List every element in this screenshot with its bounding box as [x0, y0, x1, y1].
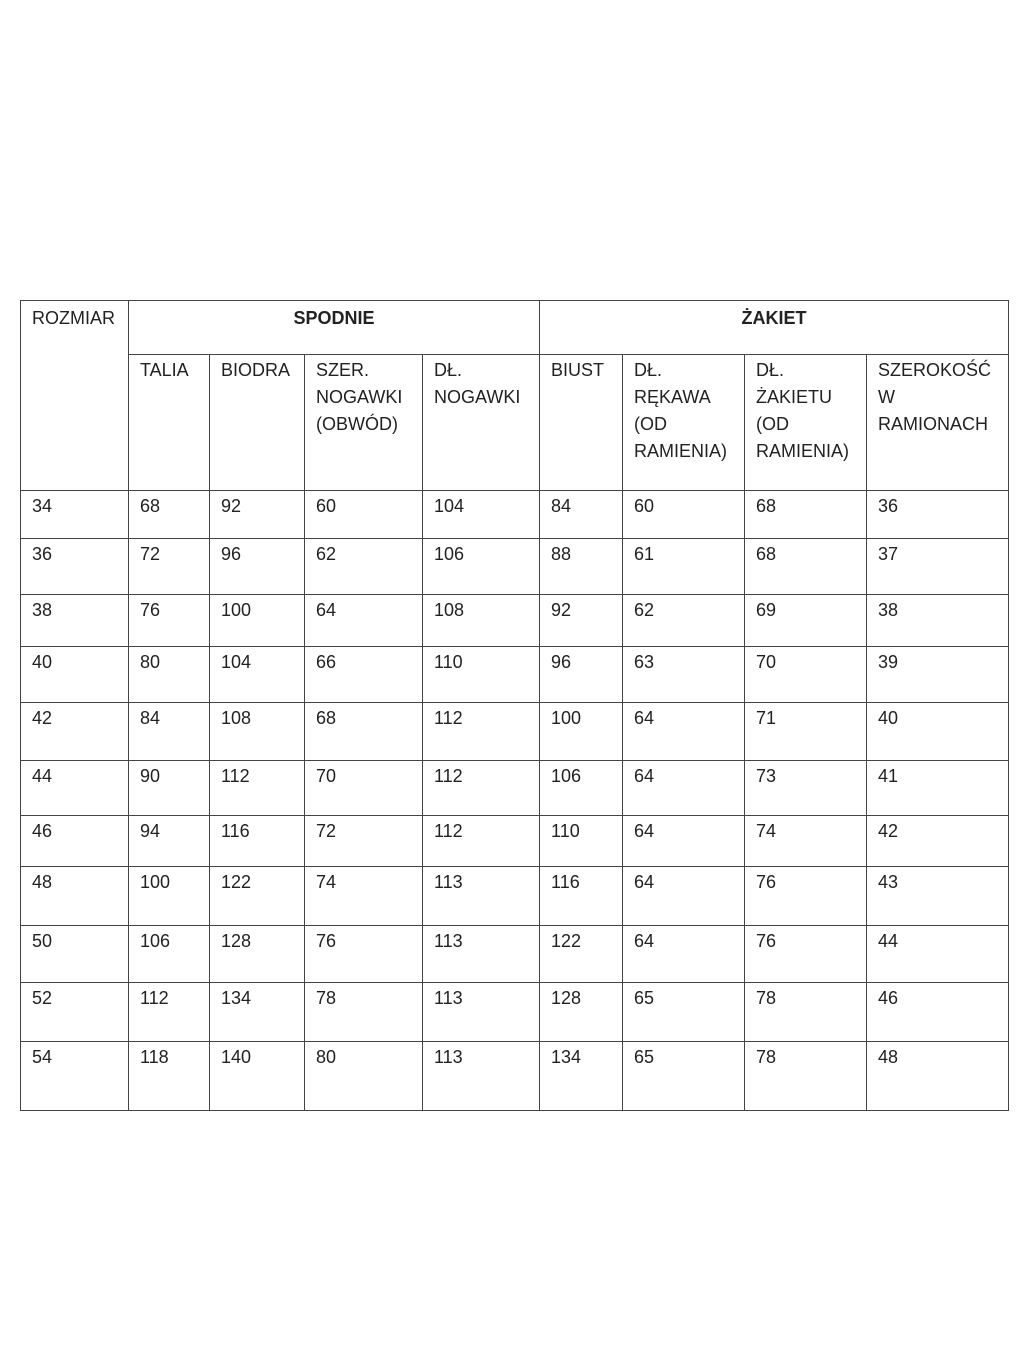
measurement-cell: 38: [867, 595, 1009, 647]
measurement-cell: 64: [623, 926, 745, 983]
table-row: [21, 595, 1009, 647]
measurement-cell: 128: [210, 926, 305, 983]
column-header-waist: TALIA: [129, 355, 210, 491]
measurement-cell: 112: [423, 816, 540, 867]
measurement-cell: 68: [305, 703, 423, 761]
measurement-cell: 104: [423, 491, 540, 539]
measurement-cell: 48: [867, 1042, 1009, 1111]
jacket-group-header: ŻAKIET: [540, 301, 1009, 355]
table-row: [21, 867, 1009, 926]
measurement-cell: 92: [540, 595, 623, 647]
measurement-cell: 78: [305, 983, 423, 1042]
measurement-cell: 110: [423, 647, 540, 703]
measurement-cell: 84: [540, 491, 623, 539]
measurement-cell: 106: [540, 761, 623, 816]
column-header-sleeve-length: DŁ. RĘKAWA (OD RAMIENIA): [623, 355, 745, 491]
measurement-cell: 60: [623, 491, 745, 539]
measurement-cell: 113: [423, 926, 540, 983]
measurement-cell: 113: [423, 1042, 540, 1111]
measurement-cell: 64: [305, 595, 423, 647]
measurement-cell: 74: [305, 867, 423, 926]
size-chart-table: [20, 300, 1009, 1111]
table-row: [21, 816, 1009, 867]
column-header-hips: BIODRA: [210, 355, 305, 491]
table-body: [21, 301, 1009, 1111]
measurement-cell: 63: [623, 647, 745, 703]
size-cell: 38: [21, 595, 129, 647]
measurement-cell: 112: [423, 703, 540, 761]
measurement-cell: 112: [423, 761, 540, 816]
measurement-cell: 108: [423, 595, 540, 647]
measurement-cell: 39: [867, 647, 1009, 703]
column-header-leg-length: DŁ. NOGAWKI: [423, 355, 540, 491]
measurement-cell: 70: [305, 761, 423, 816]
measurement-cell: 43: [867, 867, 1009, 926]
measurement-cell: 78: [745, 1042, 867, 1111]
table-row: [21, 926, 1009, 983]
measurement-cell: 108: [210, 703, 305, 761]
table-row: [21, 761, 1009, 816]
measurement-cell: 140: [210, 1042, 305, 1111]
measurement-cell: 37: [867, 539, 1009, 595]
measurement-cell: 110: [540, 816, 623, 867]
size-cell: 44: [21, 761, 129, 816]
measurement-cell: 64: [623, 761, 745, 816]
table-row: [21, 647, 1009, 703]
measurement-cell: 134: [540, 1042, 623, 1111]
measurement-cell: 122: [540, 926, 623, 983]
group-header-row: [21, 301, 1009, 355]
measurement-cell: 68: [745, 491, 867, 539]
measurement-cell: 73: [745, 761, 867, 816]
measurement-cell: 100: [129, 867, 210, 926]
measurement-cell: 100: [540, 703, 623, 761]
measurement-cell: 62: [623, 595, 745, 647]
measurement-cell: 68: [129, 491, 210, 539]
measurement-cell: 64: [623, 703, 745, 761]
measurement-cell: 96: [540, 647, 623, 703]
size-cell: 36: [21, 539, 129, 595]
measurement-cell: 44: [867, 926, 1009, 983]
measurement-cell: 116: [210, 816, 305, 867]
measurement-cell: 94: [129, 816, 210, 867]
size-cell: 52: [21, 983, 129, 1042]
measurement-cell: 92: [210, 491, 305, 539]
column-header-bust: BIUST: [540, 355, 623, 491]
measurement-cell: 46: [867, 983, 1009, 1042]
measurement-cell: 106: [129, 926, 210, 983]
measurement-cell: 113: [423, 867, 540, 926]
size-cell: 54: [21, 1042, 129, 1111]
measurement-cell: 104: [210, 647, 305, 703]
column-header-shoulder-width: SZEROKOŚĆ W RAMIONACH: [867, 355, 1009, 491]
column-header-leg-width: SZER. NOGAWKI (OBWÓD): [305, 355, 423, 491]
measurement-cell: 96: [210, 539, 305, 595]
measurement-cell: 80: [305, 1042, 423, 1111]
measurement-cell: 36: [867, 491, 1009, 539]
column-header-jacket-length: DŁ. ŻAKIETU (OD RAMIENIA): [745, 355, 867, 491]
measurement-cell: 72: [305, 816, 423, 867]
measurement-cell: 112: [210, 761, 305, 816]
measurement-cell: 64: [623, 867, 745, 926]
measurement-cell: 70: [745, 647, 867, 703]
measurement-cell: 66: [305, 647, 423, 703]
measurement-cell: 62: [305, 539, 423, 595]
measurement-cell: 71: [745, 703, 867, 761]
measurement-cell: 76: [305, 926, 423, 983]
table-row: [21, 983, 1009, 1042]
table-row: [21, 539, 1009, 595]
size-cell: 50: [21, 926, 129, 983]
measurement-cell: 122: [210, 867, 305, 926]
measurement-cell: 72: [129, 539, 210, 595]
measurement-cell: 64: [623, 816, 745, 867]
size-cell: 34: [21, 491, 129, 539]
measurement-cell: 76: [745, 867, 867, 926]
measurement-cell: 60: [305, 491, 423, 539]
table-row: [21, 491, 1009, 539]
measurement-cell: 80: [129, 647, 210, 703]
measurement-cell: 128: [540, 983, 623, 1042]
measurement-cell: 68: [745, 539, 867, 595]
size-cell: 46: [21, 816, 129, 867]
trousers-group-header: SPODNIE: [129, 301, 540, 355]
measurement-cell: 88: [540, 539, 623, 595]
measurement-cell: 65: [623, 983, 745, 1042]
measurement-cell: 65: [623, 1042, 745, 1111]
table-row: [21, 703, 1009, 761]
measurement-cell: 106: [423, 539, 540, 595]
size-cell: 48: [21, 867, 129, 926]
measurement-cell: 78: [745, 983, 867, 1042]
column-header-row: [21, 355, 1009, 491]
table-row: [21, 1042, 1009, 1111]
size-header: ROZMIAR: [21, 301, 129, 491]
measurement-cell: 42: [867, 816, 1009, 867]
size-cell: 40: [21, 647, 129, 703]
measurement-cell: 90: [129, 761, 210, 816]
measurement-cell: 134: [210, 983, 305, 1042]
measurement-cell: 116: [540, 867, 623, 926]
measurement-cell: 100: [210, 595, 305, 647]
measurement-cell: 74: [745, 816, 867, 867]
measurement-cell: 112: [129, 983, 210, 1042]
measurement-cell: 40: [867, 703, 1009, 761]
measurement-cell: 41: [867, 761, 1009, 816]
measurement-cell: 84: [129, 703, 210, 761]
measurement-cell: 76: [745, 926, 867, 983]
measurement-cell: 113: [423, 983, 540, 1042]
measurement-cell: 69: [745, 595, 867, 647]
size-cell: 42: [21, 703, 129, 761]
measurement-cell: 76: [129, 595, 210, 647]
measurement-cell: 118: [129, 1042, 210, 1111]
measurement-cell: 61: [623, 539, 745, 595]
